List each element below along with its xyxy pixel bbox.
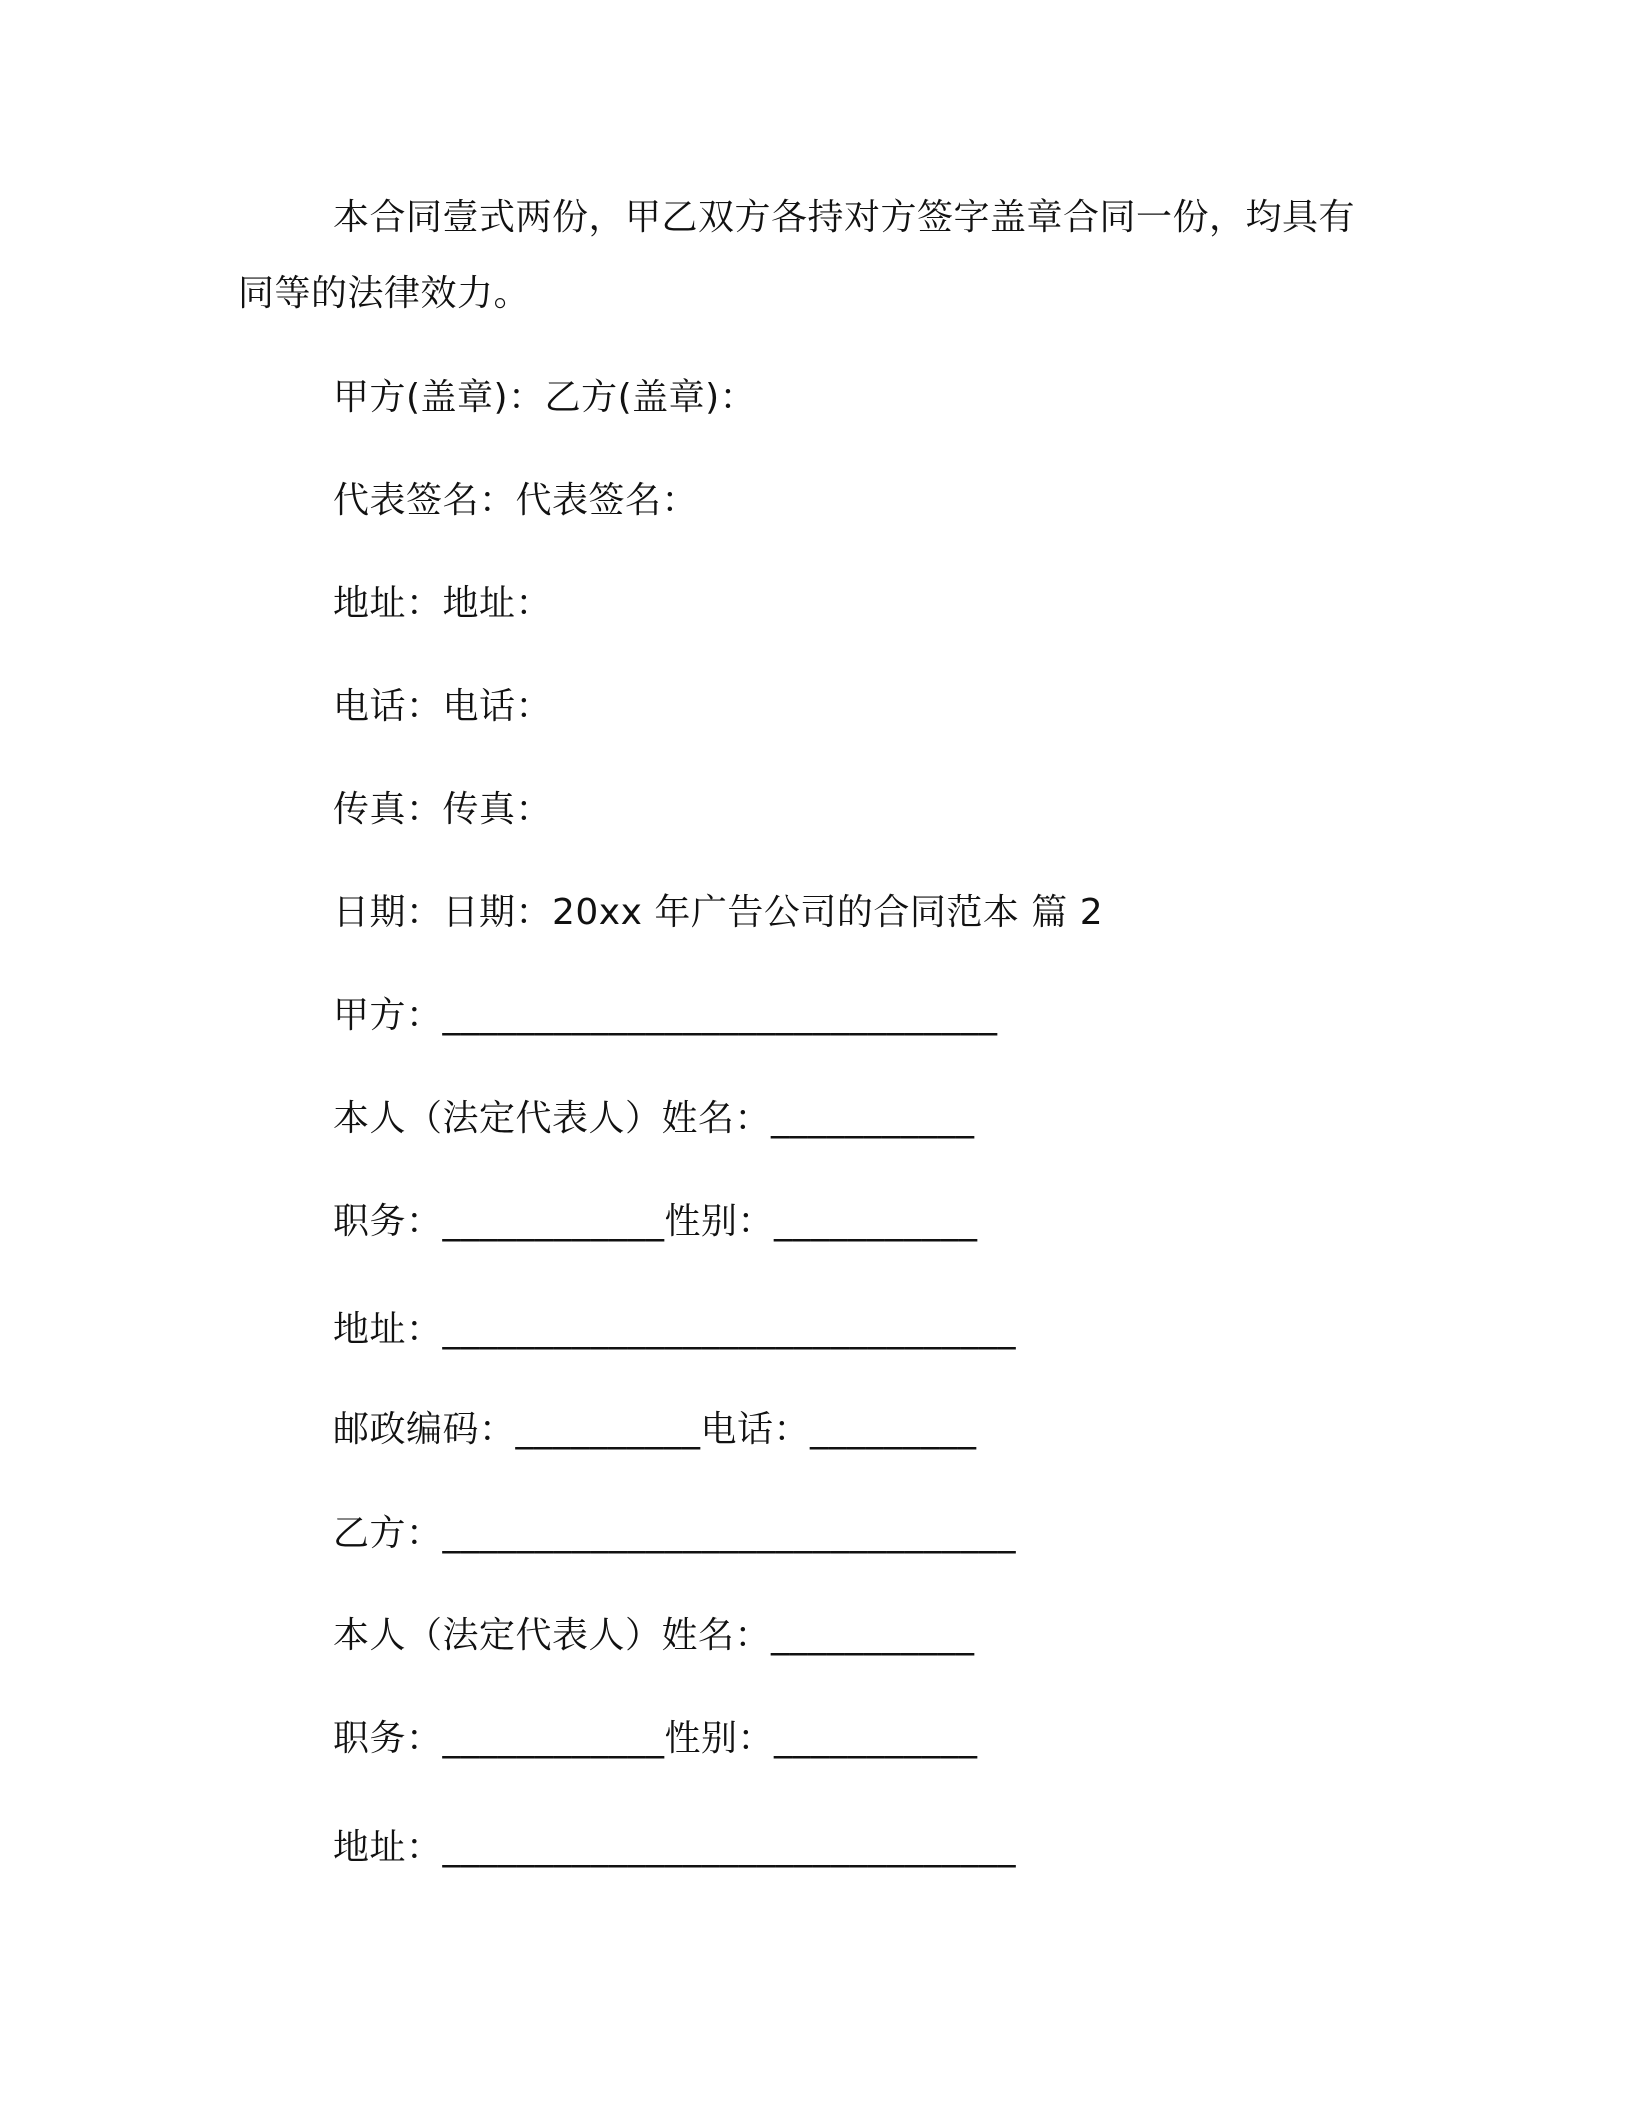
fax-line: 传真：传真：	[333, 789, 553, 830]
party-a-title-gender-line: 职务：____________性别：___________	[333, 1201, 978, 1242]
rep-sign-line: 代表签名：代表签名：	[333, 480, 699, 521]
address-line: 地址：地址：	[333, 583, 553, 624]
seal-line: 甲方(盖章)：乙方(盖章)：	[333, 377, 757, 418]
party-b-address-line: 地址：_______________________________	[333, 1827, 1017, 1868]
party-b-rep-name-line: 本人（法定代表人）姓名：___________	[333, 1615, 975, 1656]
party-a-postcode-phone-line: 邮政编码：__________电话：_________	[333, 1409, 977, 1450]
party-a-rep-name-line: 本人（法定代表人）姓名：___________	[333, 1098, 975, 1139]
paragraph-line-1: 本合同壹式两份，甲乙双方各持对方签字盖章合同一份，均具有	[333, 197, 1356, 238]
party-b-title-gender-line: 职务：____________性别：___________	[333, 1718, 978, 1759]
phone-line: 电话：电话：	[333, 686, 553, 727]
party-a-address-line: 地址：_______________________________	[333, 1309, 1017, 1350]
party-b-line: 乙方：_______________________________	[333, 1513, 1017, 1554]
paragraph-line-2: 同等的法律效力。	[238, 273, 531, 314]
date-heading-line: 日期：日期：20xx 年广告公司的合同范本 篇 2	[333, 892, 1104, 933]
party-a-line: 甲方：______________________________	[333, 995, 998, 1036]
